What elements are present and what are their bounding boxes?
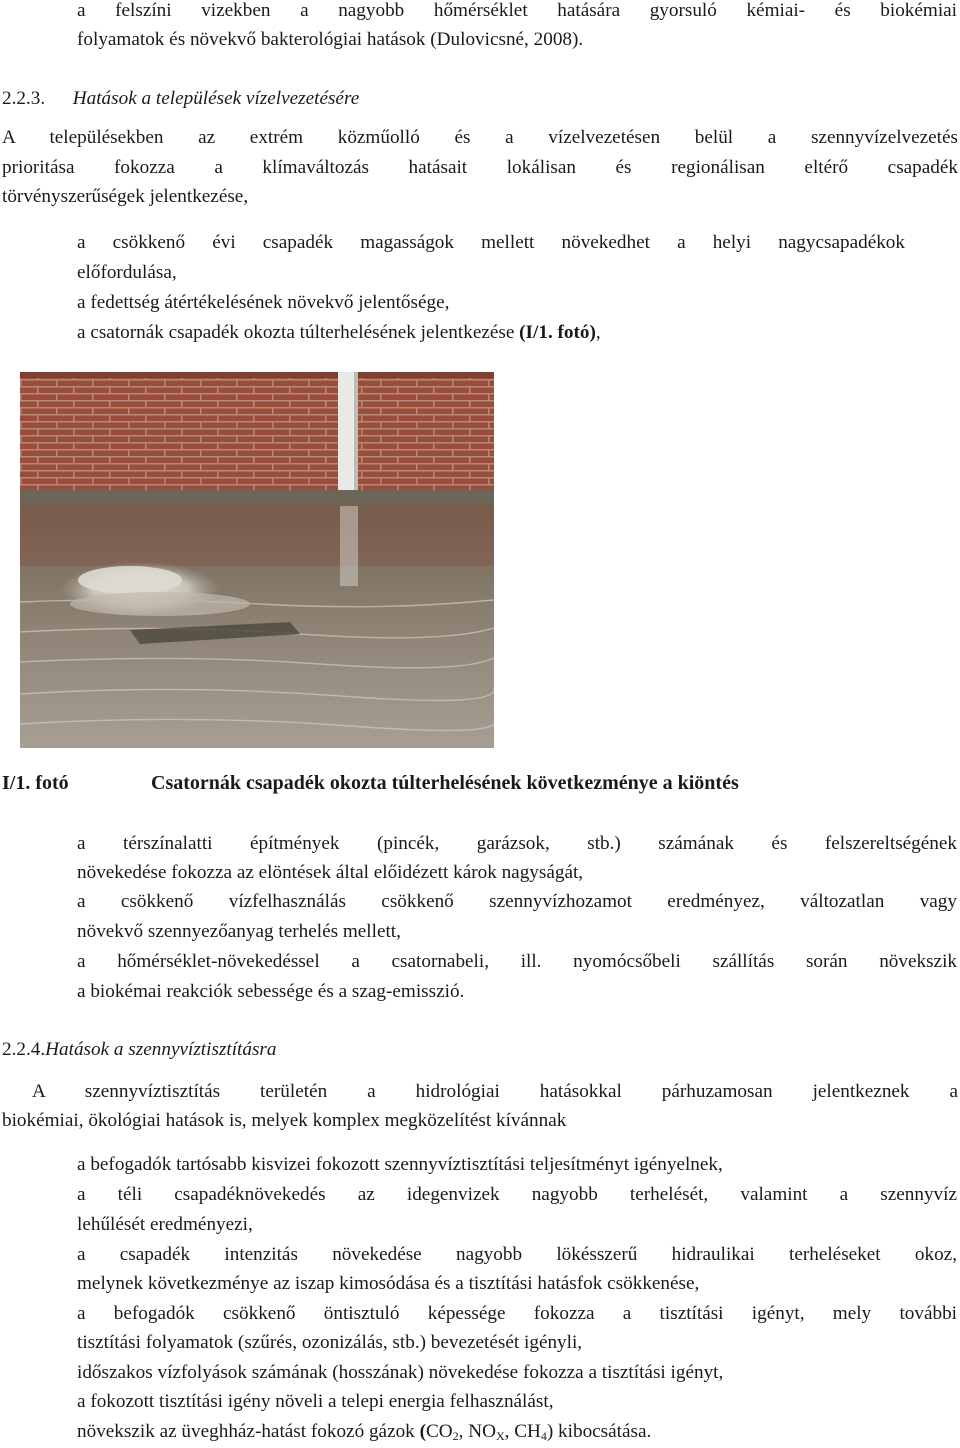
list-item: tisztítási folyamatok (szűrés, ozonizálás, stb.) bevezetését igényli, [77, 1332, 583, 1353]
list-item: a csapadék intenzitás növekedése nagyobb lökésszerű hidraulikai terheléseket okoz, [77, 1244, 957, 1265]
section-heading-2-2-3 [2, 84, 359, 113]
intro-line-2: folyamatok és növekvő bakterológiai hatások (Dulovicsné, 2008). [77, 29, 584, 50]
no-text: , NO [458, 1421, 496, 1442]
paragraph-line: A településekben az extrém közműolló és a vízelvezetésen belül a szennyvízelvezetés [2, 127, 958, 148]
photo-reference: (I/1. fotó) [519, 322, 596, 343]
list-item: növekedése fokozza az elöntések által előidézett károk nagyságát, [77, 862, 584, 883]
list-item: a befogadók tartósabb kisvizei fokozott szennyvíztisztítási teljesítményt igényelnek, [77, 1154, 723, 1175]
intro-line-1: a felszíni vizekben a nagyobb hőmérséklet hatására gyorsuló kémiai- és biokémiai [77, 0, 957, 21]
paragraph-line: A szennyvíztisztítás területén a hidrológiai hatásokkal párhuzamosan jelentkeznek a [32, 1081, 958, 1102]
section-title: Hatások a szennyvíztisztításra [45, 1039, 277, 1060]
list-item: a csökkenő vízfelhasználás csökkenő szennyvízhozamot eredményez, változatlan vagy [77, 891, 957, 912]
list-item-tail: , [595, 322, 601, 343]
section-title: Hatások a települések vízelvezetésére [72, 88, 360, 109]
co-subscript: 2 [452, 1429, 459, 1443]
list-item-text: a csatornák csapadék okozta túlterhelésének jelentkezése [77, 322, 515, 343]
list-item: a fedettség átértékelésének növekvő jelentősége, [77, 292, 450, 313]
list-item: a téli csapadéknövekedés az idegenvizek nagyobb terhelését, valamint a szennyvíz [77, 1184, 957, 1205]
list-item: a hőmérséklet-növekedéssel a csatornabeli, ill. nyomócsőbeli szállítás során növekszik [77, 951, 957, 972]
co-text: CO [425, 1421, 453, 1442]
list-item: időszakos vízfolyások számának (hosszának) növekedése fokozza a tisztítási igényt, [77, 1362, 724, 1383]
list-item [77, 318, 601, 347]
emissions-prefix: növekszik az üveghház-hatást fokozó gázok [77, 1421, 420, 1442]
list-item: növekvő szennyezőanyag terhelés mellett, [77, 921, 401, 942]
section-number: 2.2.3. [2, 88, 46, 109]
emissions-suffix: ) kibocsátása. [546, 1421, 652, 1442]
list-item: a befogadók csökkenő öntisztuló képessége fokozza a tisztítási igényt, mely további [77, 1303, 957, 1324]
list-item: előfordulása, [77, 262, 177, 283]
section-number: 2.2.4. [2, 1039, 46, 1060]
paren-open: ( [419, 1421, 426, 1442]
list-item: a csökkenő évi csapadék magasságok mellett növekedhet a helyi nagycsapadékok [77, 232, 905, 253]
paragraph-line: prioritása fokozza a klímaváltozás hatásait lokálisan és regionálisan eltérő csapadék [2, 157, 958, 178]
figure-caption: Csatornák csapadék okozta túlterhelésének következménye a kiöntés [151, 772, 739, 794]
list-item: a fokozott tisztítási igény növeli a telepi energia felhasználást, [77, 1391, 554, 1412]
list-item: melynek következménye az iszap kimosódása és a tisztítási hatásfok csökkenése, [77, 1273, 700, 1294]
ch-text: , CH [504, 1421, 541, 1442]
paragraph-line: törvényszerűségek jelentkezése, [2, 186, 249, 207]
list-item: a térszínalatti építmények (pincék, garázsok, stb.) számának és felszereltségének [77, 833, 957, 854]
no-subscript: X [495, 1429, 505, 1443]
figure-label: I/1. fotó [2, 772, 69, 794]
flood-photo [20, 372, 494, 748]
list-item: lehűlését eredményezi, [77, 1214, 253, 1235]
ch-subscript: 4 [540, 1429, 547, 1443]
list-item: a biokémai reakciók sebessége és a szag-emisszió. [77, 981, 465, 1002]
paragraph-line: biokémiai, ökológiai hatások is, melyek komplex megközelítést kívánnak [2, 1110, 567, 1131]
section-heading-2-2-4 [2, 1035, 277, 1064]
list-item-emissions [77, 1417, 651, 1446]
